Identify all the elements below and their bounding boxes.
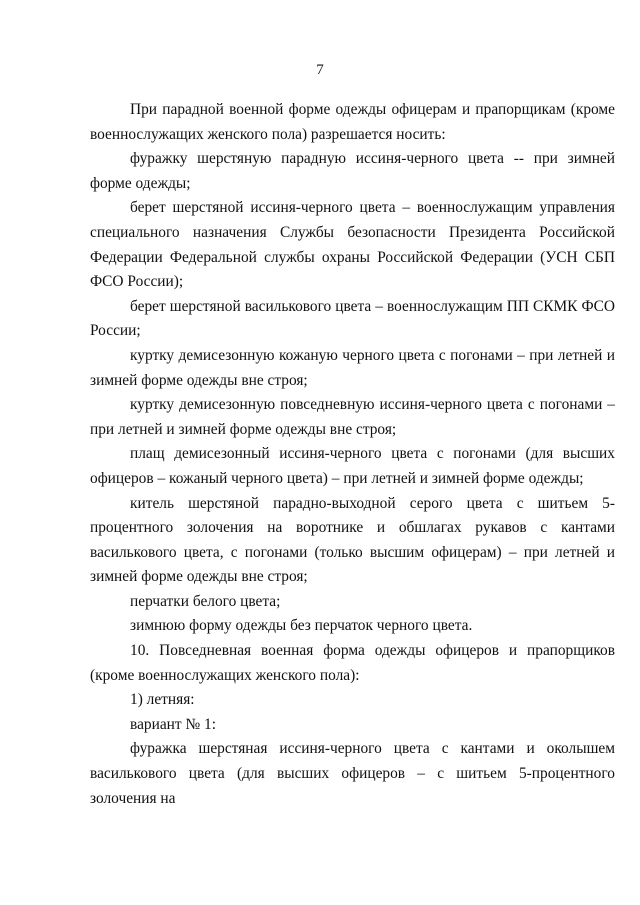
paragraph: куртку демисезонную повседневную иссиня-черного цвета с погонами – при летней и зимней форме одежды вне строя;: [90, 396, 615, 438]
page-number: 7: [316, 62, 324, 78]
paragraph: китель шерстяной парадно-выходной серого цвета с шитьем 5-процентного золочения на воротнике и обшлагах рукавов с кантами василькового цвета, с погонами (только высшим офицерам) – при летней и зимней форме одежды вне строя;: [90, 494, 615, 586]
paragraph: берет шерстяной василькового цвета – военнослужащим ПП СКМК ФСО России;: [90, 297, 615, 340]
document-body: [90, 98, 615, 811]
paragraph: 1) летняя:: [130, 691, 195, 709]
paragraph: фуражка шерстяная иссиня-черного цвета с кантами и околышем василькового цвета (для высших офицеров – с шитьем 5-процентного золочения на: [90, 740, 615, 807]
paragraph: перчатки белого цвета;: [130, 592, 281, 610]
paragraph: 10. Повседневная военная форма одежды офицеров и прапорщиков (кроме военнослужащих женского пола):: [90, 642, 615, 684]
paragraph: зимнюю форму одежды без перчаток черного цвета.: [130, 617, 473, 635]
paragraph: При парадной военной форме одежды офицерам и прапорщикам (кроме военнослужащих женского пола) разрешается носить:: [90, 101, 615, 143]
paragraph: берет шерстяной иссиня-черного цвета – военнослужащим управления специального назначения Службы безопасности Президента Российской Федерации Федеральной службы охраны Российской Федерации (УСН СБП ФСО России);: [90, 199, 615, 291]
paragraph: плащ демисезонный иссиня-черного цвета с погонами (для высших офицеров – кожаный черного цвета) – при летней и зимней форме одежды;: [90, 445, 615, 487]
paragraph: фуражку шерстяную парадную иссиня-черного цвета -- при зимней форме одежды;: [90, 150, 615, 192]
paragraph: вариант № 1:: [130, 715, 216, 733]
paragraph: куртку демисезонную кожаную черного цвета с погонами – при летней и зимней форме одежды вне строя;: [90, 346, 615, 389]
